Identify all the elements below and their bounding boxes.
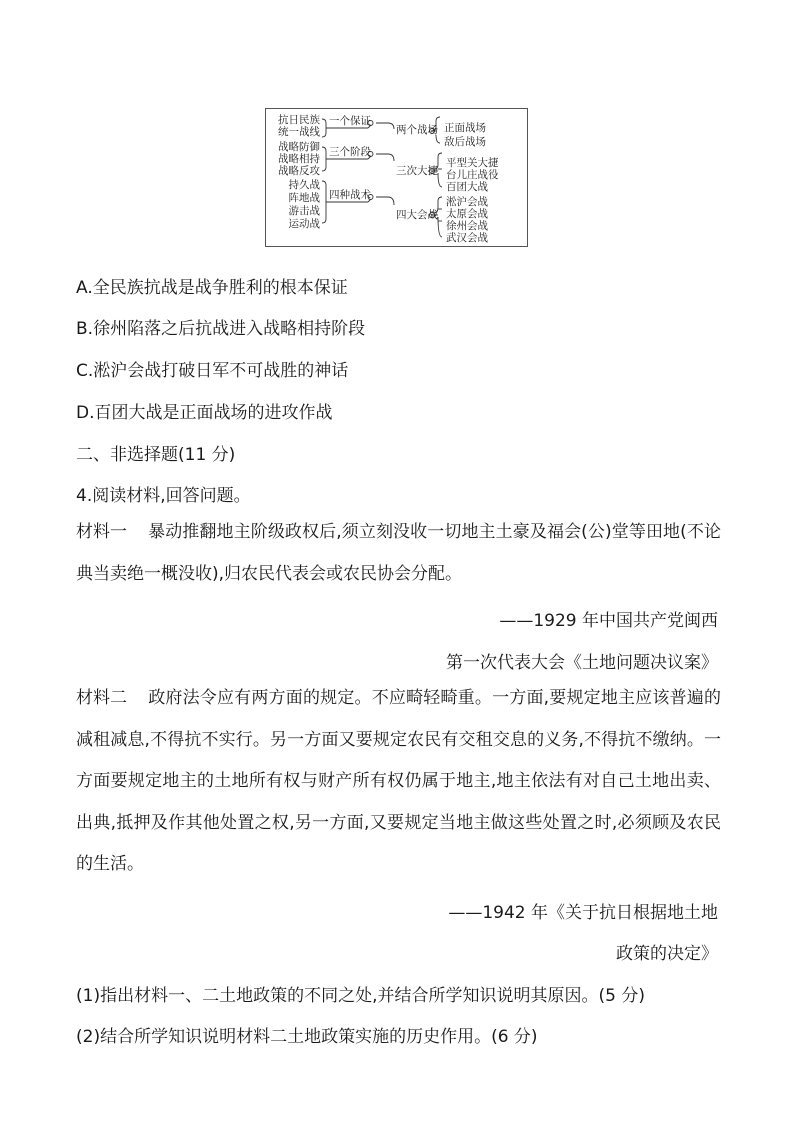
item-songhu: 淞沪会战 [446,196,488,208]
group-name-victories: 三次大捷 [396,165,438,177]
item-frontline: 正面战场 [444,122,486,134]
item-pingxingguan: 平型关大捷 [446,157,499,169]
group-name-campaigns: 四大会战 [396,209,438,221]
material-1-source-1: ——1929 年中国共产党闽西 [499,611,718,631]
left-label-1a: 抗日民族 [278,114,320,126]
group-name-battlefields: 两个战场 [396,124,438,136]
option-c: C.淞沪会战打破日军不可战胜的神话 [76,361,349,381]
material-2-label: 材料二 [76,688,127,708]
material-1-source-2: 第一次代表大会《土地问题决议案》 [446,653,718,673]
material-1-label: 材料一 [76,522,127,542]
left-label-1b: 统一战线 [278,126,320,138]
left-label-3b: 阵地战 [288,192,320,204]
item-hundred-regiments: 百团大战 [446,181,488,193]
left-label-2c: 战略反攻 [278,165,320,177]
item-xuzhou: 徐州会战 [446,220,488,232]
material-1-text: 暴动推翻地主阶级政权后,须立刻没收一切地主土豪及福会(公)堂等田地(不论典当卖绝一概没收),归农民代表会或农民协会分配。 [76,522,721,584]
left-label-2a: 战略防御 [278,141,320,153]
item-taiyuan: 太原会战 [446,208,488,220]
material-2-source-2: 政策的决定》 [616,944,718,964]
option-d: D.百团大战是正面战场的进攻作战 [76,403,333,423]
material-1 [76,512,721,595]
option-b: B.徐州陷落之后抗战进入战略相持阶段 [76,319,366,339]
section-title: 二、非选择题(11 分) [76,445,236,465]
material-2-text: 政府法令应有两方面的规定。不应畸轻畸重。一方面,要规定地主应该普遍的减租减息,不得抗不实行。另一方面又要规定农民有交租交息的义务,不得抗不缴纳。一方面要规定地主的土地所有权与财产所有权仍属于地主,地主依法有对自己土地出卖、出典,抵押及作其他处置之权,另一方面,又要规定当地主做这些处置之时,必须顾及农民的生活。 [76,688,721,874]
left-label-3a: 持久战 [288,179,320,191]
mid-label-2: 三个阶段 [329,146,371,158]
sub-question-2: (2)结合所学知识说明材料二土地政策实施的历史作用。(6 分) [76,1027,538,1047]
question-title: 4.阅读材料,回答问题。 [76,486,251,506]
sub-question-1: (1)指出材料一、二土地政策的不同之处,并结合所学知识说明其原因。(5 分) [76,986,645,1006]
material-2-source-1: ——1942 年《关于抗日根据地土地 [448,903,718,923]
mid-label-1: 一个保证 [329,115,371,127]
item-behind-lines: 敌后战场 [444,136,486,148]
item-taierzhuang: 台儿庄战役 [446,169,499,181]
left-label-3d: 运动战 [288,218,320,230]
item-wuhan: 武汉会战 [446,232,488,244]
material-2 [76,678,721,886]
left-label-3c: 游击战 [288,205,320,217]
left-label-2b: 战略相持 [278,153,320,165]
mid-label-3: 四种战术 [329,189,371,201]
anti-japanese-war-diagram [265,108,528,247]
option-a: A.全民族抗战是战争胜利的根本保证 [76,278,348,298]
